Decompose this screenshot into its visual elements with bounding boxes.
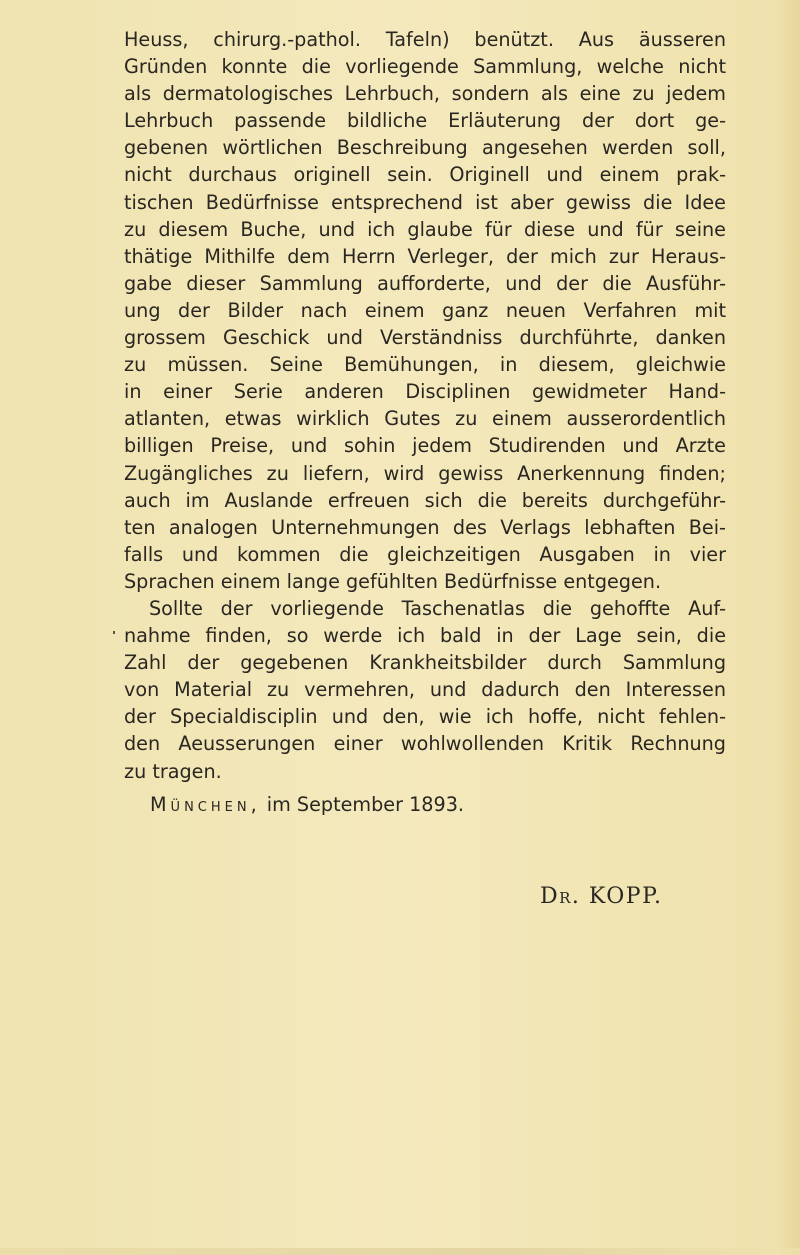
text-line-paragraph-start: Sollte der vorliegende Taschenatlas die gehoffte Auf- xyxy=(149,596,726,620)
text-line: von Material zu vermehren, und dadurch den Interessen xyxy=(124,678,726,702)
text-line: nicht durchaus originell sein. Originell und einem prak- xyxy=(124,163,726,187)
print-speck xyxy=(113,631,115,634)
dateline-date: im September 1893. xyxy=(266,793,465,816)
text-line: zu müssen. Seine Bemühungen, in diesem, gleichwie xyxy=(124,353,726,377)
body-text xyxy=(124,26,726,785)
text-line: nahme finden, so werde ich bald in der Lage sein, die xyxy=(124,624,726,648)
text-line: Zugängliches zu liefern, wird gewiss Anerkennung finden; xyxy=(124,461,726,485)
dateline xyxy=(150,793,464,816)
text-line: grossem Geschick und Verständniss durchführte, danken xyxy=(124,326,726,350)
text-line: auch im Auslande erfreuen sich die bereits durchgeführ- xyxy=(124,488,726,512)
text-line: ung der Bilder nach einem ganz neuen Verfahren mit xyxy=(124,298,726,322)
text-line: ten analogen Unternehmungen des Verlags lebhaften Bei- xyxy=(124,515,726,539)
text-line: in einer Serie anderen Disciplinen gewidmeter Hand- xyxy=(124,380,726,404)
text-line: tischen Bedürfnisse entsprechend ist aber gewiss die Idee xyxy=(124,190,726,214)
text-line: Heuss, chirurg.-pathol. Tafeln) benützt. Aus äusseren xyxy=(124,28,726,51)
text-line: gebenen wörtlichen Beschreibung angesehen werden soll, xyxy=(124,136,726,160)
text-line: den Aeusserungen einer wohlwollenden Kritik Rechnung xyxy=(124,732,726,756)
text-line: Zahl der gegebenen Krankheitsbilder durch Sammlung xyxy=(124,651,726,675)
text-line: thätige Mithilfe dem Herrn Verleger, der mich zur Heraus- xyxy=(124,244,726,268)
page-edge xyxy=(0,1248,800,1255)
text-line: zu tragen. xyxy=(124,759,222,783)
text-line: als dermatologisches Lehrbuch, sondern als eine zu jedem xyxy=(124,82,726,106)
signature: Dr. KOPP. xyxy=(540,884,663,909)
text-line: falls und kommen die gleichzeitigen Ausgaben in vier xyxy=(124,542,726,566)
text-line: Gründen konnte die vorliegende Sammlung, welche nicht xyxy=(124,55,726,79)
text-line: Lehrbuch passende bildliche Erläuterung der dort ge- xyxy=(124,109,726,133)
text-line: atlanten, etwas wirklich Gutes zu einem ausserordentlich xyxy=(124,407,726,431)
text-line: zu diesem Buche, und ich glaube für diese und für seine xyxy=(124,217,726,241)
text-line: der Specialdisciplin und den, wie ich hoffe, nicht fehlen- xyxy=(124,705,726,729)
text-line: Sprachen einem lange gefühlten Bedürfnisse entgegen. xyxy=(124,569,662,593)
text-line: gabe dieser Sammlung aufforderte, und der die Ausführ- xyxy=(124,271,726,295)
dateline-city: München, xyxy=(150,793,261,816)
text-line: billigen Preise, und sohin jedem Studirenden und Arzte xyxy=(124,434,726,458)
